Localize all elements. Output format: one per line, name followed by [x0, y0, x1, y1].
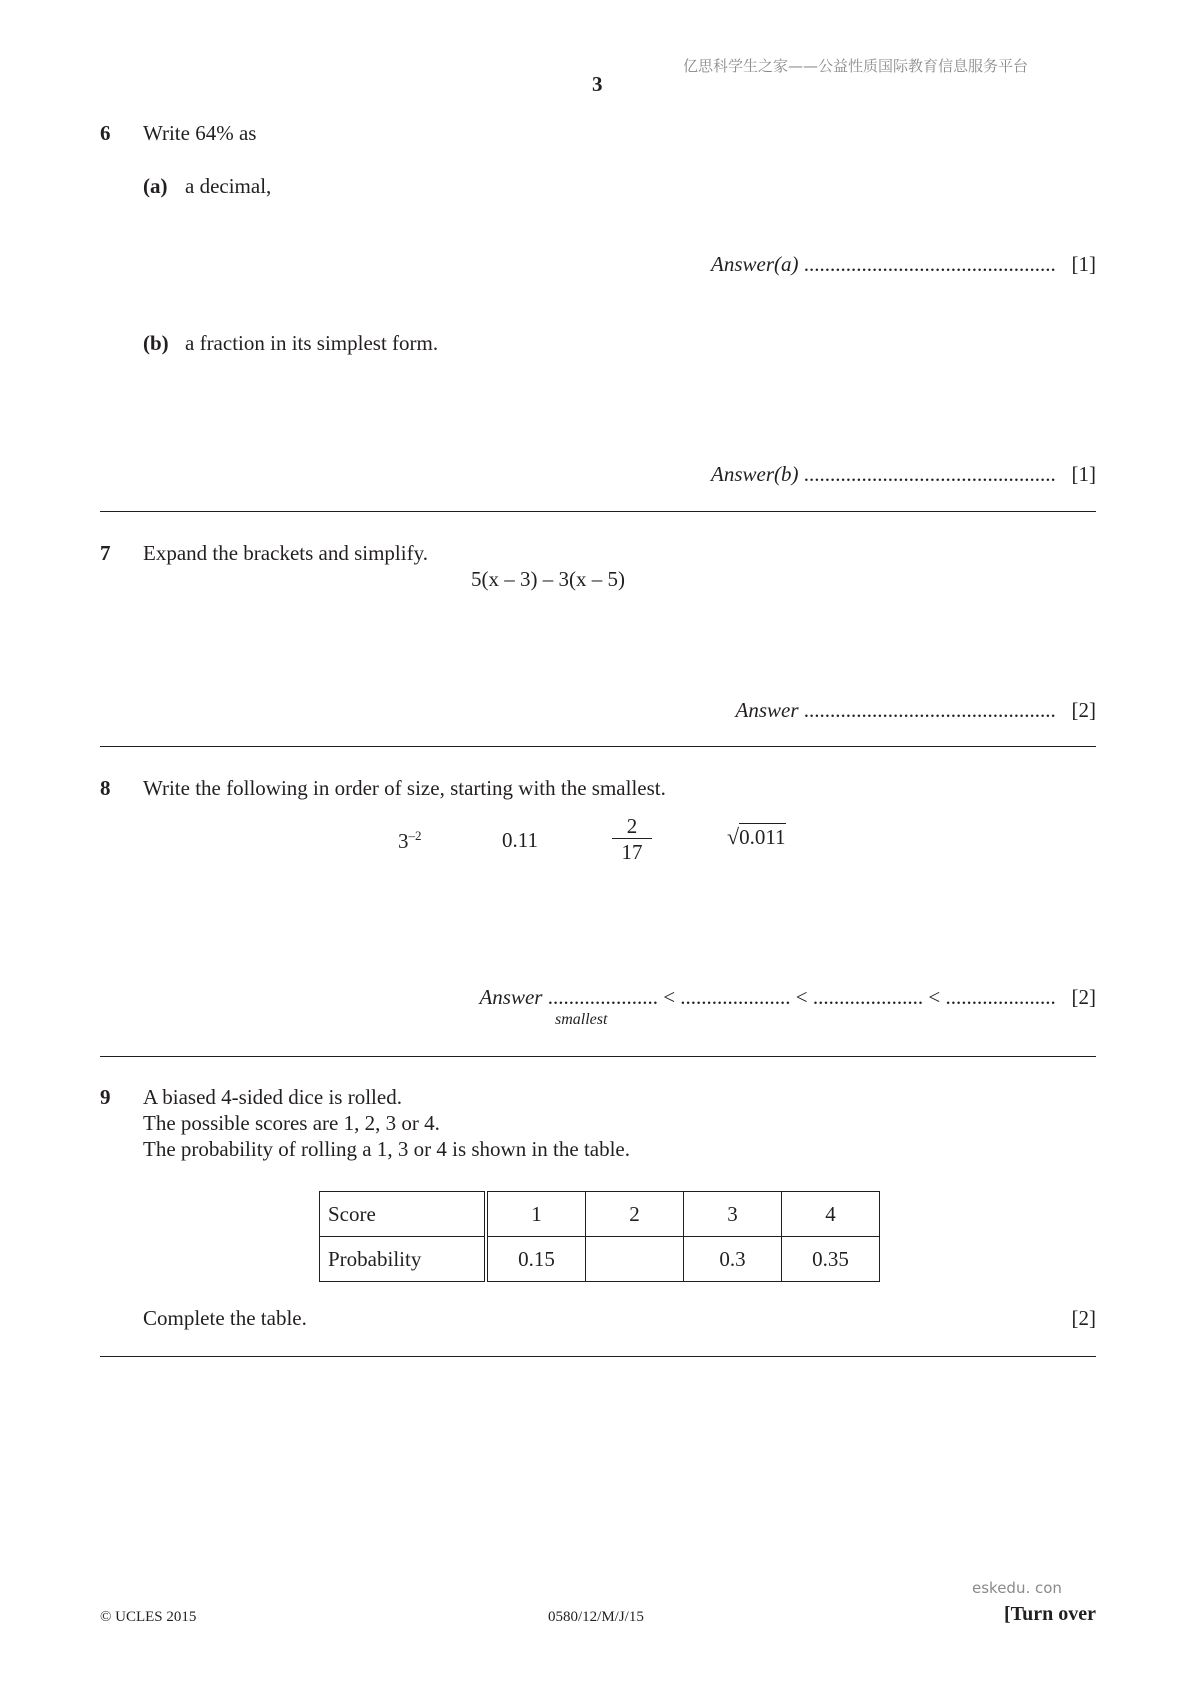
value-decimal: 0.11	[502, 828, 538, 852]
table-row-score	[320, 1192, 880, 1237]
power-exponent: –2	[408, 828, 422, 843]
probability-cell-2[interactable]	[586, 1237, 684, 1282]
question-7-expression: 5(x – 3) – 3(x – 5)	[471, 567, 625, 591]
marks-8: [2]	[1071, 985, 1096, 1009]
probability-cell-3: 0.3	[684, 1237, 782, 1282]
site-watermark: eskedu. con	[972, 1579, 1062, 1597]
score-header: Score	[320, 1192, 487, 1237]
answer-6b-line[interactable]	[711, 462, 1096, 487]
question-7-stem: Expand the brackets and simplify.	[143, 541, 428, 565]
value-power	[398, 828, 422, 854]
probability-cell-4: 0.35	[782, 1237, 880, 1282]
smallest-label: smallest	[555, 1011, 608, 1028]
marks-6a: [1]	[1071, 252, 1096, 276]
square-root-icon: √	[727, 824, 740, 849]
answer-7-line[interactable]	[736, 698, 1097, 723]
answer-8-order-slots[interactable]: ..................... < ..................... < ..................... < .....................	[547, 985, 1056, 1009]
question-9-line-3: The probability of rolling a 1, 3 or 4 is shown in the table.	[143, 1137, 630, 1161]
answer-7-label: Answer	[735, 698, 799, 722]
page-number: 3	[592, 72, 603, 96]
probability-table	[319, 1191, 880, 1282]
answer-6a-label: Answer(a)	[711, 252, 799, 276]
question-9-line-2: The possible scores are 1, 2, 3 or 4.	[143, 1111, 440, 1135]
answer-6b-label: Answer(b)	[711, 462, 799, 486]
answer-8-label: Answer	[479, 985, 543, 1009]
question-6b-text: a fraction in its simplest form.	[185, 331, 439, 355]
question-6b-label: (b)	[143, 331, 169, 355]
question-6-number: 6	[100, 121, 111, 145]
answer-7-dots[interactable]: ................................................	[803, 698, 1056, 722]
marks-6b: [1]	[1071, 462, 1096, 486]
question-7-number: 7	[100, 541, 111, 565]
paper-code: 0580/12/M/J/15	[548, 1609, 644, 1625]
score-cell-2: 2	[586, 1192, 684, 1237]
question-6-stem: Write 64% as	[143, 121, 257, 145]
copyright: © UCLES 2015	[100, 1609, 197, 1625]
answer-6a-line[interactable]	[711, 252, 1096, 277]
divider-after-q6	[100, 511, 1096, 512]
value-fraction	[612, 814, 652, 865]
divider-after-q8	[100, 1056, 1096, 1057]
fraction-denominator: 17	[621, 840, 643, 864]
score-cell-3: 3	[684, 1192, 782, 1237]
square-root-value: 0.011	[739, 825, 786, 849]
question-6a-label: (a)	[143, 174, 168, 198]
score-cell-1: 1	[486, 1192, 586, 1237]
divider-after-q7	[100, 746, 1096, 747]
marks-7: [2]	[1071, 698, 1096, 722]
question-9-line-1: A biased 4-sided dice is rolled.	[143, 1085, 402, 1109]
question-6a-text: a decimal,	[185, 174, 272, 198]
question-8-number: 8	[100, 776, 111, 800]
watermark-text: 亿思科学生之家——公益性质国际教育信息服务平台	[683, 57, 1029, 75]
probability-header: Probability	[320, 1237, 487, 1282]
probability-cell-1: 0.15	[486, 1237, 586, 1282]
score-cell-4: 4	[782, 1192, 880, 1237]
fraction-numerator: 2	[612, 814, 652, 839]
power-base: 3	[398, 829, 409, 853]
question-9-instruction: Complete the table.	[143, 1306, 307, 1330]
answer-8-line[interactable]	[479, 985, 1096, 1010]
turn-over: [Turn over	[1003, 1603, 1096, 1625]
question-8-stem: Write the following in order of size, starting with the smallest.	[143, 776, 666, 800]
answer-6a-dots[interactable]: ................................................	[803, 252, 1056, 276]
marks-9: [2]	[1071, 1306, 1096, 1330]
answer-6b-dots[interactable]: ................................................	[803, 462, 1056, 486]
value-square-root	[727, 824, 786, 850]
question-9-number: 9	[100, 1085, 111, 1109]
table-row-probability	[320, 1237, 880, 1282]
divider-after-q9	[100, 1356, 1096, 1357]
